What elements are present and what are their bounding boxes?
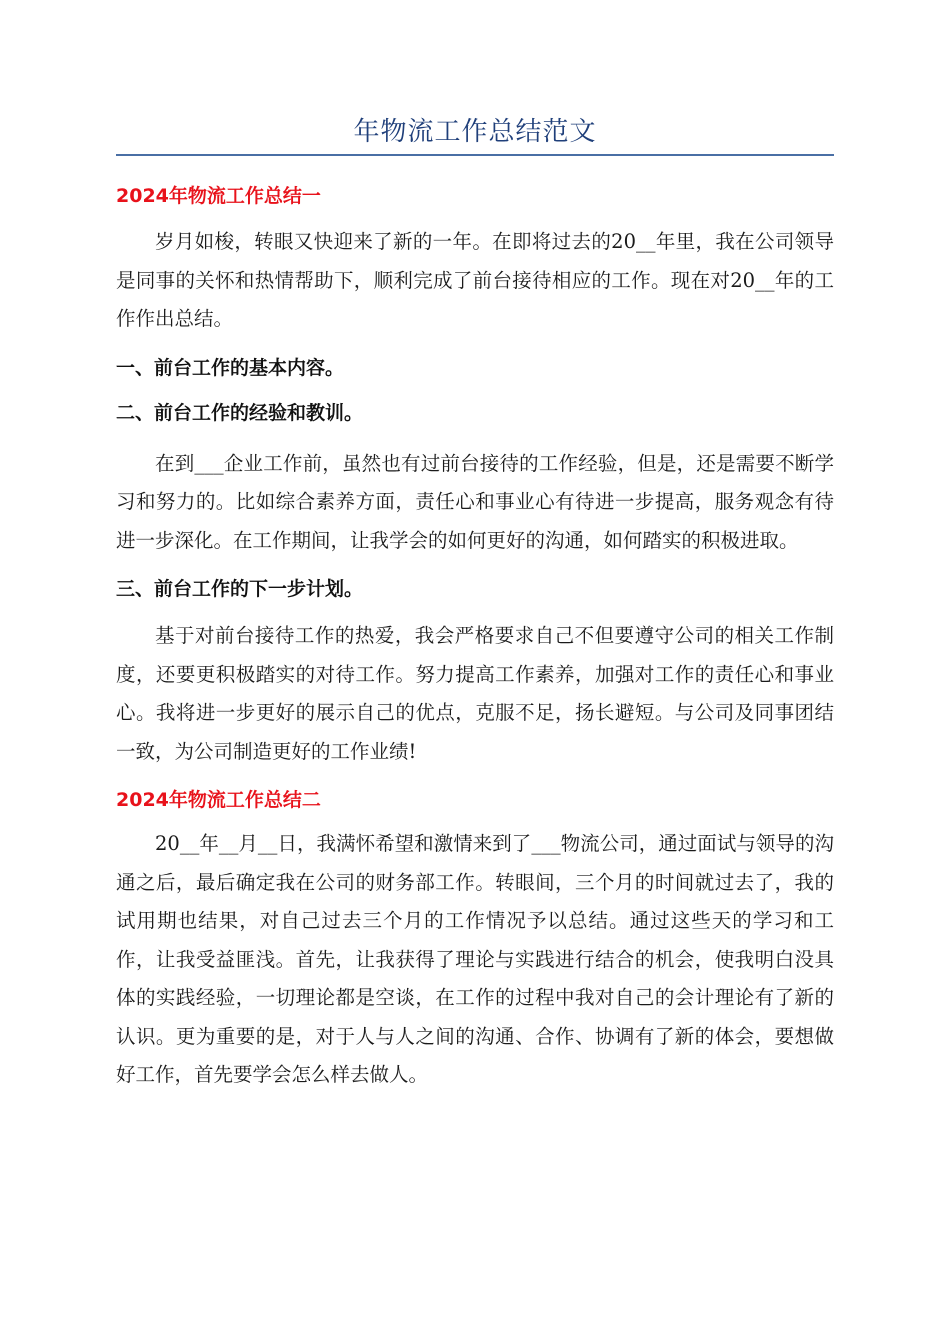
subheading-1: 一、前台工作的基本内容。	[116, 356, 345, 379]
section-2-intro: 20__年__月__日，我满怀希望和激情来到了___物流公司，通过面试与领导的沟通之后，最后确定我在公司的财务部工作。转眼间，三个月的时间就过去了，我的试用期也结果，对自己过去三个月的工作情况予以总结。通过这些天的学习和工作，让我受益匪浅。首先，让我获得了理论与实践进行结合的机会，使我明白没具体的实践经验，一切理论都是空谈，在工作的过程中我对自己的会计理论有了新的认识。更为重要的是，对于人与人之间的沟通、合作、协调有了新的体会，要想做好工作，首先要学会怎么样去做人。	[116, 832, 834, 1086]
section-heading-1: 2024年物流工作总结一	[116, 185, 321, 207]
section-1-intro: 岁月如梭，转眼又快迎来了新的一年。在即将过去的20__年里，我在公司领导是同事的关怀和热情帮助下，顺利完成了前台接待相应的工作。现在对20__年的工作作出总结。	[116, 230, 834, 330]
subsection-3-body: 基于对前台接待工作的热爱，我会严格要求自己不但要遵守公司的相关工作制度，还要更积极踏实的对待工作。努力提高工作素养，加强对工作的责任心和事业心。我将进一步更好的展示自己的优点，克服不足，扬长避短。与公司及同事团结一致，为公司制造更好的工作业绩!	[116, 624, 834, 763]
document-title: 年物流工作总结范文	[353, 117, 597, 147]
subheading-2: 二、前台工作的经验和教训。	[116, 401, 364, 424]
section-heading-2: 2024年物流工作总结二	[116, 789, 321, 811]
subheading-3: 三、前台工作的下一步计划。	[116, 578, 364, 600]
subsection-2-body: 在到___企业工作前，虽然也有过前台接待的工作经验，但是，还是需要不断学习和努力的。比如综合素养方面，责任心和事业心有待进一步提高，服务观念有待进一步深化。在工作期间，让我学会的如何更好的沟通，如何踏实的积极进取。	[116, 451, 834, 552]
document-content	[116, 112, 834, 1095]
